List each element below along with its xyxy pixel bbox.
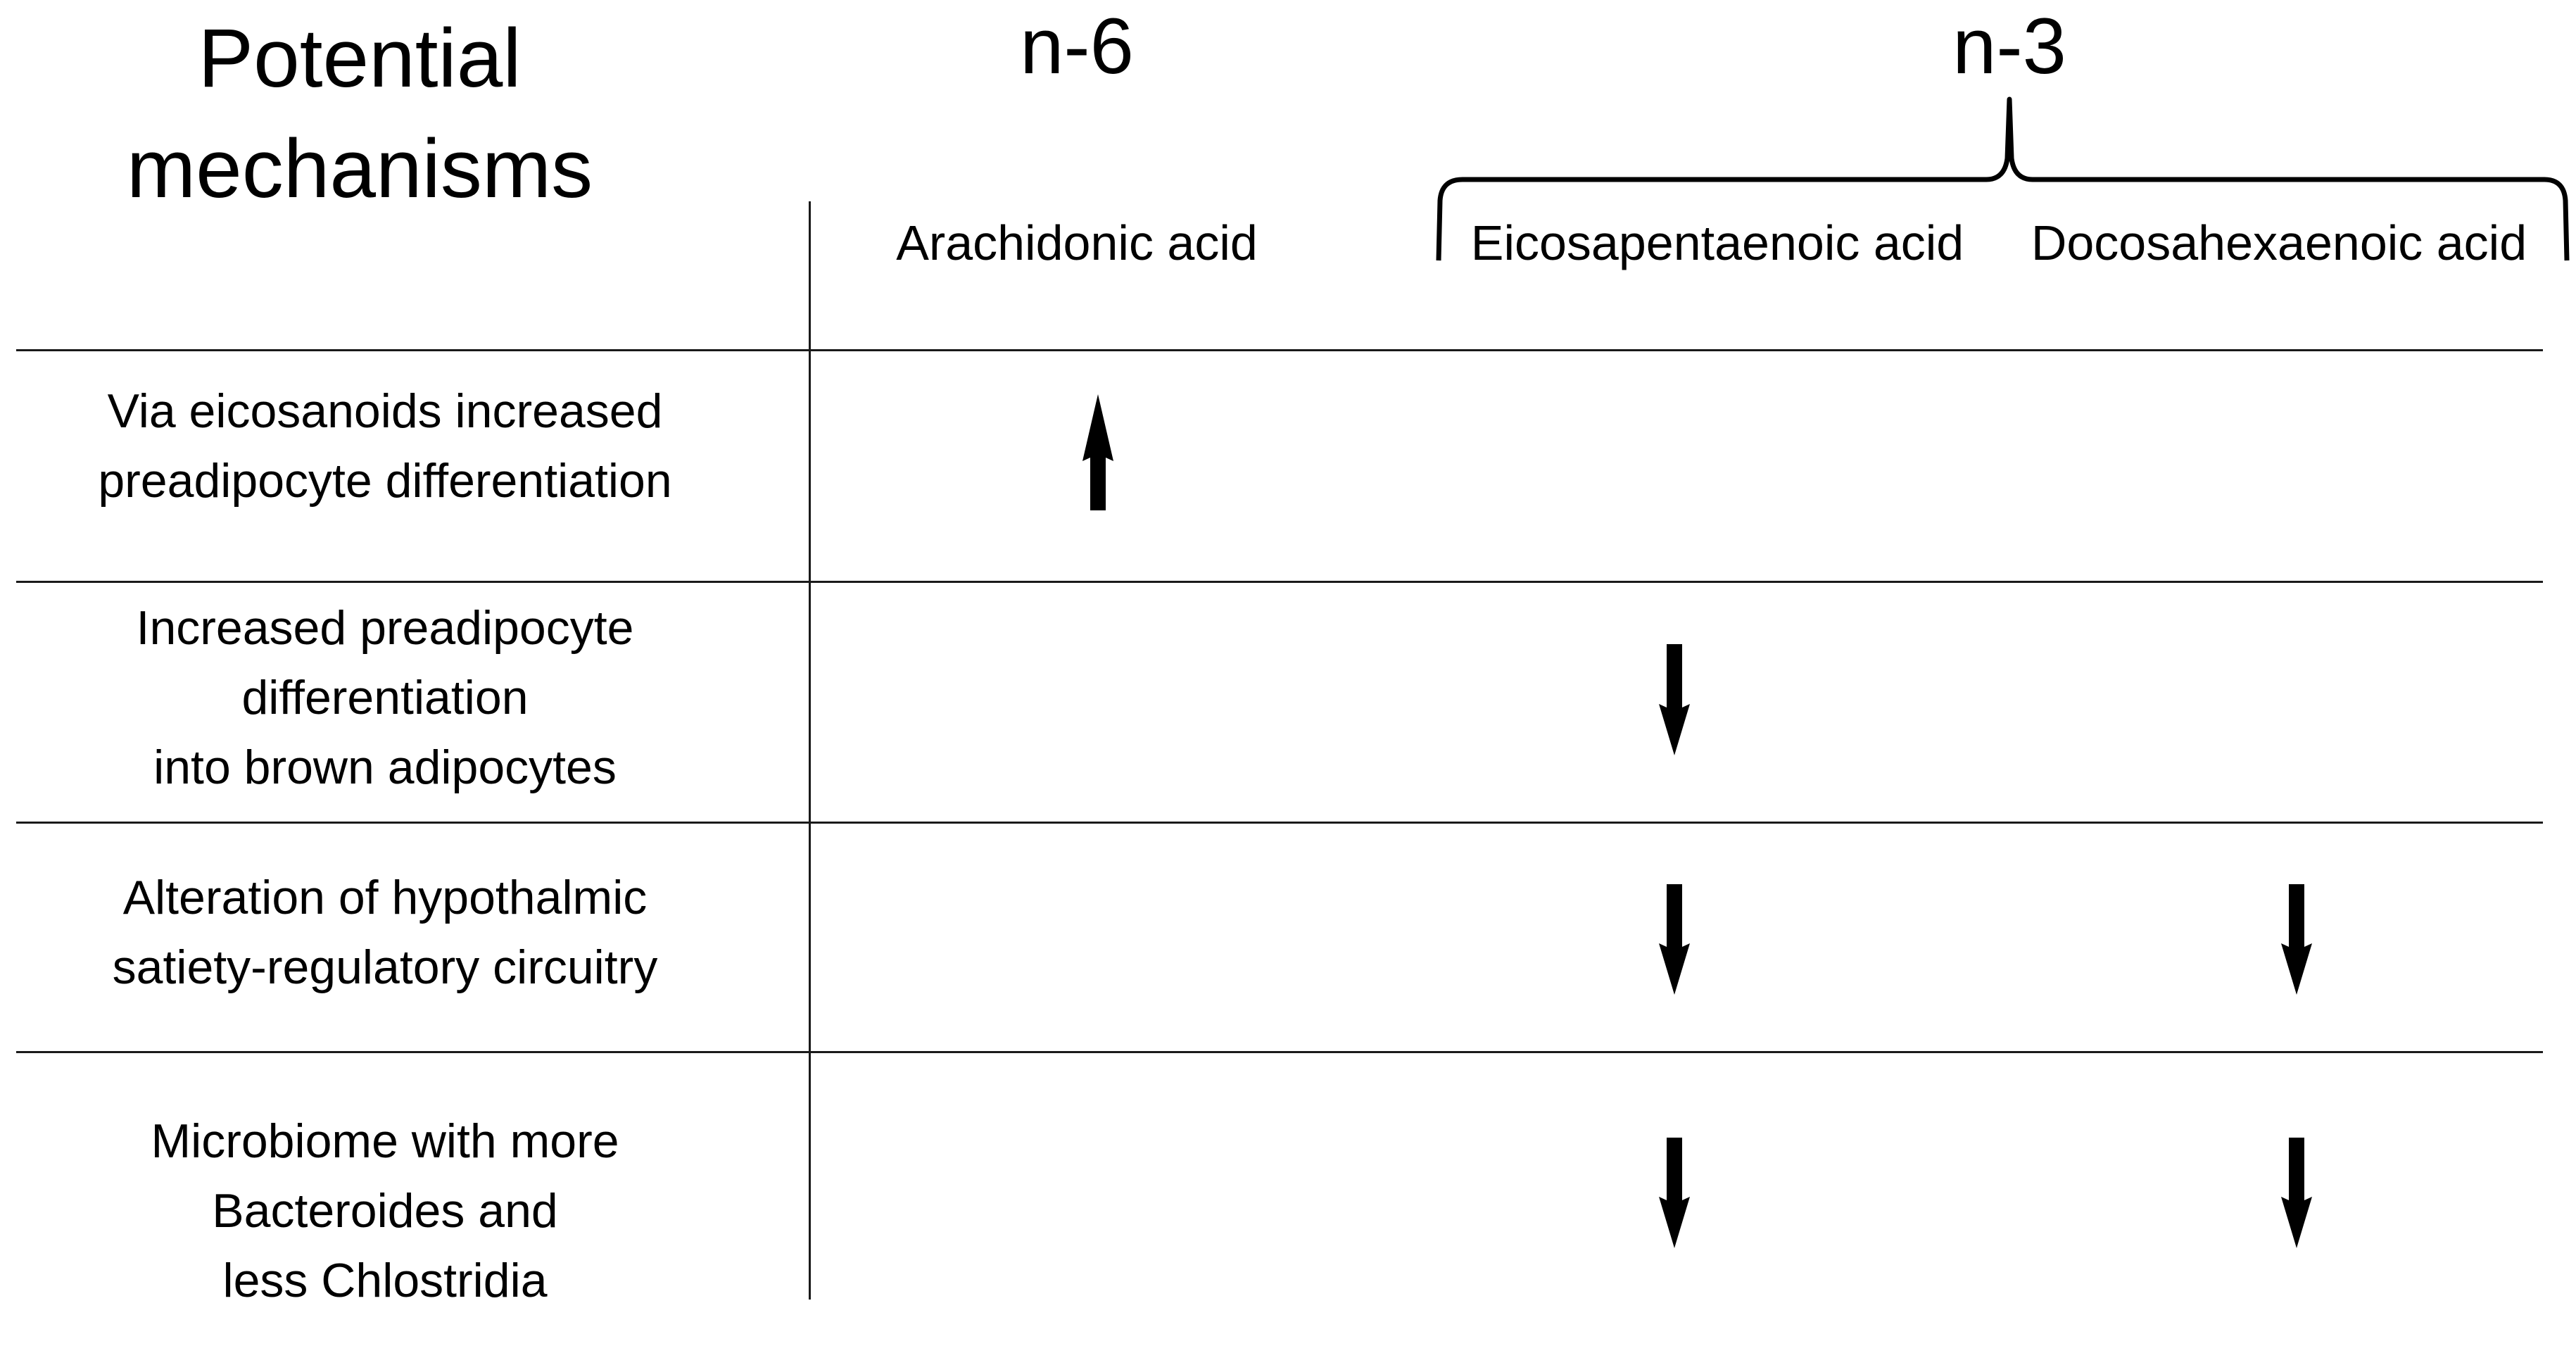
column-header-arachidonic-acid: Arachidonic acid <box>896 215 1258 270</box>
down-arrow-icon <box>2281 1138 2312 1248</box>
row-label-line: into brown adipocytes <box>153 741 617 794</box>
up-arrow-icon <box>1082 394 1113 510</box>
curly-brace-icon <box>1439 99 2567 260</box>
row-label-line: Via eicosanoids increased <box>107 384 663 438</box>
group-label-n3: n-3 <box>1952 2 2066 90</box>
group-label-n6: n-6 <box>1020 2 1134 90</box>
row-label-line: satiety-regulatory circuitry <box>112 941 658 994</box>
down-arrow-icon <box>1659 884 1690 995</box>
row-label-line: Bacteroides and <box>212 1184 558 1238</box>
row-label-line: Microbiome with more <box>151 1114 619 1168</box>
down-arrow-icon <box>1659 644 1690 755</box>
row-label-line: Increased preadipocyte <box>136 601 634 655</box>
down-arrow-icon <box>2281 884 2312 995</box>
row-label-line: differentiation <box>241 671 529 724</box>
row-label-line: Alteration of hypothalmic <box>122 871 648 924</box>
row-label-line: preadipocyte differentiation <box>98 454 672 508</box>
column-header-eicosapentaenoic-acid: Eicosapentaenoic acid <box>1470 215 1964 270</box>
title-line-2: mechanisms <box>126 122 593 215</box>
down-arrow-icon <box>1659 1138 1690 1248</box>
column-header-docosahexaenoic-acid: Docosahexaenoic acid <box>2031 215 2527 270</box>
title-line-1: Potential <box>198 12 522 105</box>
row-label-line: less Chlostridia <box>222 1254 548 1307</box>
